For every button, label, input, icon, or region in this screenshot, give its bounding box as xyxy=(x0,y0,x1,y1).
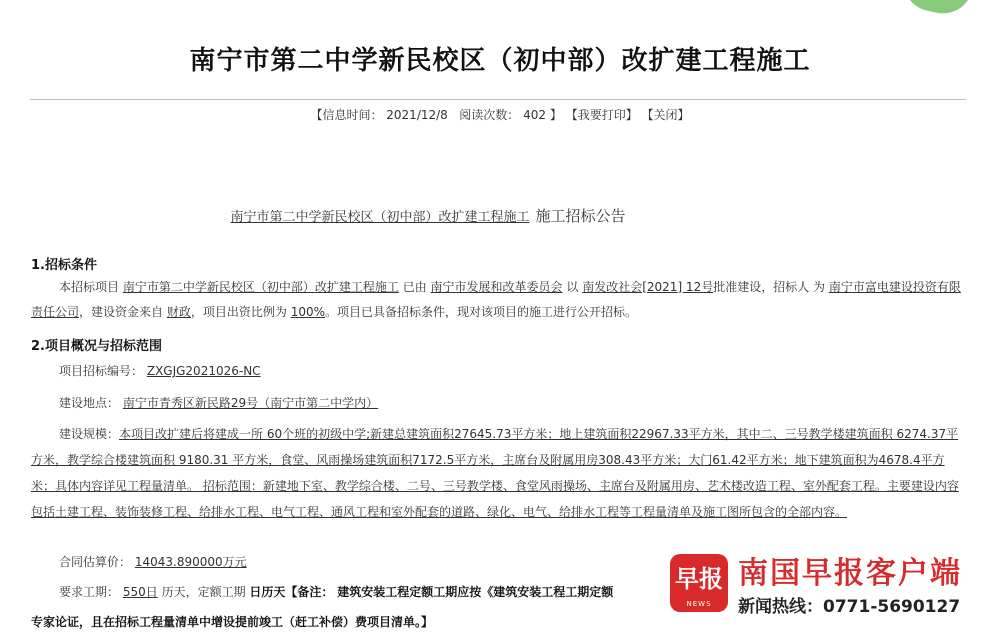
fund-source: 财政 xyxy=(166,305,191,319)
scale-value: 本项目改扩建后将建成一所 60个班的初级中学;新建总建筑面积27645.73平方米；地上建筑面积22967.33平方米，其中二、三号教学楼建筑面积 6274.37平方米，教学综合楼建筑面积 9180.31 平方米，食堂、风雨操场建筑面积7172.5平方米，主席台及附属用房308.43平方米；大门61.42平方米；地下建筑面积为4678.4平方米；具体内容详见工程量清单。 招标范围：新建地下室、教学综合楼、二号、三号教学楼、食堂风雨操场、主席台及附属用房、艺术楼改造工程、室外配套工程。主要建设内容包括土建工程、装饰装修工程、给排水工程、电气工程、通风工程和室外配套的道路、绿化、电气、给排水工程等工程量清单及施工图所包含的全部内容。 xyxy=(31,427,959,519)
reads-value: 402 xyxy=(523,108,547,122)
approver: 南宁市发展和改革委员会 xyxy=(430,280,563,294)
price-row xyxy=(59,553,247,570)
site-row xyxy=(59,394,378,411)
scale-label: 建设规模： xyxy=(59,427,120,441)
period-row xyxy=(59,583,613,600)
period-text: 历天，定额工期 xyxy=(161,585,246,599)
reads-close: 】 xyxy=(549,108,562,122)
notice-suffix: 施工招标公告 xyxy=(535,207,626,225)
title-divider xyxy=(30,99,966,100)
tender-code-row xyxy=(59,362,261,379)
newspaper-logo: 早报 NEWS xyxy=(670,554,728,612)
scale-paragraph xyxy=(31,421,966,525)
notice-heading xyxy=(0,205,856,226)
leaf-decoration xyxy=(898,0,973,19)
info-time-label: 【信息时间： xyxy=(310,108,383,122)
tender-code-label: 项目招标编号： xyxy=(59,364,144,378)
tender-code: ZXGJG2021026-NC xyxy=(146,364,261,378)
info-time-value: 2021/12/8 xyxy=(386,108,448,122)
price-label: 合同估算价： xyxy=(59,555,132,569)
section-1-paragraph: 本招标项目 南宁市第二中学新民校区（初中部）改扩建工程施工 已由 南宁市发展和改革委员会 以 南发改社会[2021] 12号批准建设，招标人 为 南宁市富电建设投资有限责任公司，建设资金来自 财政，项目出资比例为 100%。项目已具备招标条件，现对该项目的施工进行公开招标。 xyxy=(31,280,961,319)
watermark xyxy=(670,548,1000,633)
close-link[interactable]: 【关闭】 xyxy=(641,108,690,122)
fund-ratio: 100% xyxy=(290,305,326,319)
reads-label: 阅读次数： xyxy=(459,108,520,122)
site-value: 南宁市青秀区新民路29号（南宁市第二中学内） xyxy=(122,396,379,410)
period-label: 要求工期： xyxy=(59,585,120,599)
period-note: 建筑安装工程定额工期应按《建筑安装工程工期定额 xyxy=(337,585,614,599)
watermark-hotline: 新闻热线：0771-5690127 xyxy=(738,592,960,617)
print-link[interactable]: 【我要打印】 xyxy=(565,108,638,122)
price-value: 14043.890000万元 xyxy=(134,555,247,569)
page-title: 南宁市第二中学新民校区（初中部）改扩建工程施工 xyxy=(189,46,811,76)
notice-project-name: 南宁市第二中学新民校区（初中部）改扩建工程施工 xyxy=(230,210,530,225)
period-text2: 日历天【备注： xyxy=(249,585,334,599)
tenderer: 南宁市富电建设投资有限责任公司 xyxy=(31,280,961,319)
project-name: 南宁市第二中学新民校区（初中部）改扩建工程施工 xyxy=(122,280,399,294)
site-label: 建设地点： xyxy=(59,396,120,410)
watermark-brand: 南国早报客户端 xyxy=(738,556,962,591)
section-2-title: 2.项目概况与招标范围 xyxy=(31,339,162,354)
section-1-title: 1.招标条件 xyxy=(31,258,97,273)
period-days: 550日 xyxy=(122,585,158,599)
last-line: 专家论证，且在招标工程量清单中增设提前竣工（赶工补偿）费项目清单。】 xyxy=(31,615,434,629)
approval-doc: 南发改社会[2021] 12号 xyxy=(582,280,714,294)
info-bar xyxy=(0,106,1000,123)
